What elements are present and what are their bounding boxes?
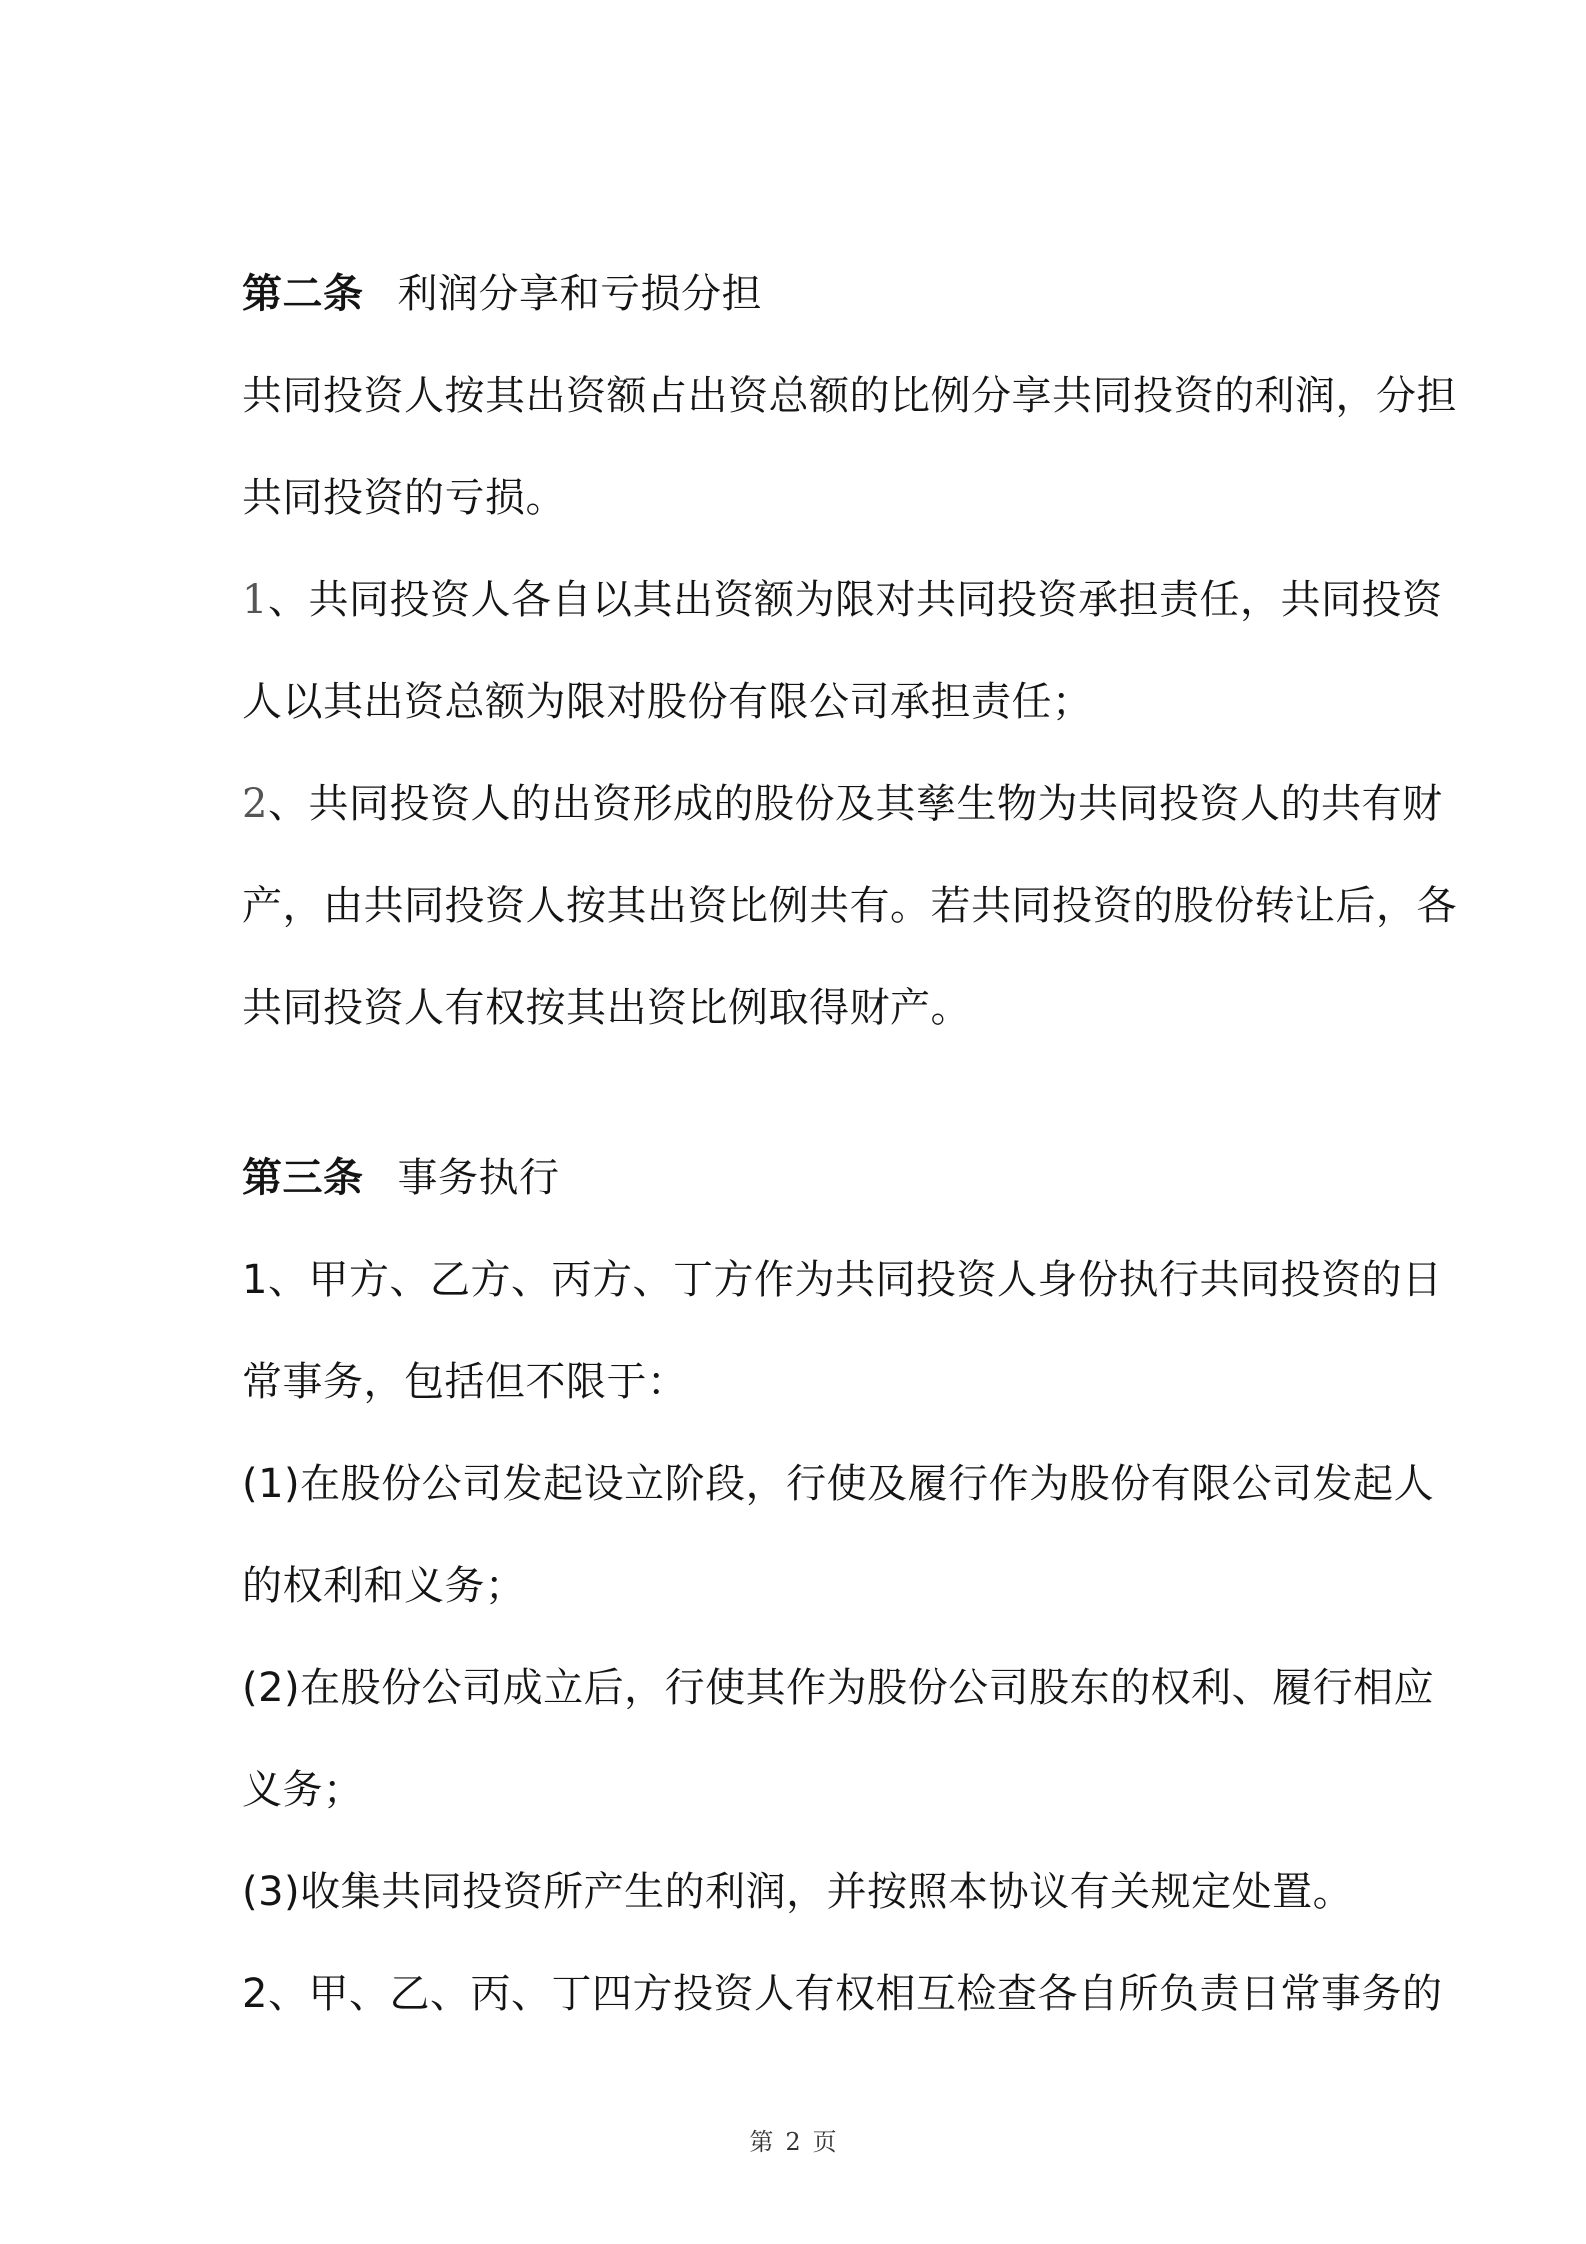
article3-sub3-line1: (3)收集共同投资所产生的利润，并按照本协议有关规定处置。 xyxy=(242,1869,1354,1915)
article2-item2-line3: 共同投资人有权按其出资比例取得财产。 xyxy=(242,985,971,1031)
article2-para1-line1: 共同投资人按其出资额占出资总额的比例分享共同投资的利润，分担 xyxy=(242,373,1457,419)
article2-item1-text: 、共同投资人各自以其出资额为限对共同投资承担责任，共同投资 xyxy=(267,577,1443,623)
article2-item1-line1 xyxy=(242,574,1443,626)
article2-item2-line1 xyxy=(242,778,1443,830)
article2-item1-number: 1 xyxy=(242,577,268,623)
article2-item2-line2: 产，由共同投资人按其出资比例共有。若共同投资的股份转让后，各 xyxy=(242,883,1457,929)
article3-item2-line1: 2、甲、乙、丙、丁四方投资人有权相互检查各自所负责日常事务的 xyxy=(242,1971,1443,2017)
article3-heading-title: 事务执行 xyxy=(397,1155,560,1201)
article3-sub1-line2: 的权利和义务； xyxy=(242,1563,526,1609)
article3-sub2-line1: (2)在股份公司成立后，行使其作为股份公司股东的权利、履行相应 xyxy=(242,1665,1435,1711)
article2-para1-line2: 共同投资的亏损。 xyxy=(242,475,566,521)
article2-heading-title: 利润分享和亏损分担 xyxy=(397,271,762,317)
article2-item2-number: 2 xyxy=(242,781,268,827)
article2-item1-line2: 人以其出资总额为限对股份有限公司承担责任； xyxy=(242,679,1093,725)
page-footer xyxy=(0,2122,1586,2157)
article2-heading xyxy=(242,268,1362,320)
article3-sub1-line1: (1)在股份公司发起设立阶段，行使及履行作为股份有限公司发起人 xyxy=(242,1461,1435,1507)
footer-page-number: 2 xyxy=(785,2128,801,2156)
article3-item1-line1: 1、甲方、乙方、丙方、丁方作为共同投资人身份执行共同投资的日 xyxy=(242,1257,1443,1303)
article3-heading-label: 第三条 xyxy=(242,1155,364,1201)
article2-heading-label: 第二条 xyxy=(242,271,364,317)
article3-sub2-line2: 义务； xyxy=(242,1767,364,1813)
article3-item1-line2: 常事务，包括但不限于： xyxy=(242,1359,688,1405)
article3-heading xyxy=(242,1152,1362,1204)
footer-prefix: 第 xyxy=(749,2128,774,2156)
article2-item2-text: 、共同投资人的出资形成的股份及其孳生物为共同投资人的共有财 xyxy=(267,781,1443,827)
footer-suffix: 页 xyxy=(812,2128,837,2156)
